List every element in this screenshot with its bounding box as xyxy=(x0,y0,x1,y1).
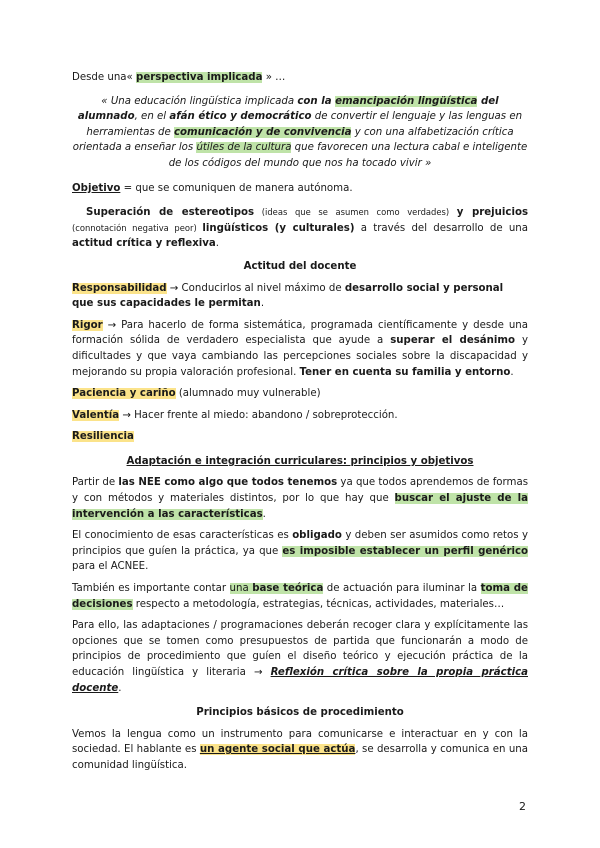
quote-paragraph: « Una educación lingüística implicada con la emancipación lingüística del alumnado, en el afán ético y democrático de convertir el lenguaje y las lenguas en herramientas de comunicación y de convivencia y con una alfabetización crítica orientada a enseñar los útiles de la cultura que favorecen una lectura cabal e inteligente de los códigos del mundo que nos ha tocado vivir » xyxy=(72,95,528,169)
superacion-paragraph: Superación de estereotipos (ideas que se asumen como verdades) y prejuicios (connotación negativa peor) lingüísticos (y culturales) a través del desarrollo de una actitud crítica y reflexiva. xyxy=(72,207,529,250)
rigor-label: Rigor xyxy=(72,319,103,331)
principios-heading: Principios básicos de procedimiento xyxy=(196,707,404,719)
responsabilidad-label: Responsabilidad xyxy=(72,282,167,294)
intro-phrase: perspectiva implicada xyxy=(136,72,263,83)
resiliencia-label: Resiliencia xyxy=(72,431,134,443)
conocimiento-paragraph: El conocimiento de esas características es obligado y deben ser asumidos como retos y principios que guíen la práctica, ya que es imposible establecer un perfil genérico para el ACNEE. xyxy=(72,530,528,573)
partir-paragraph: Partir de las NEE como algo que todos tenemos ya que todos aprendemos de formas y con métodos y materiales distintos, por lo que hay que buscar el ajuste de la intervención a las características. xyxy=(72,477,529,520)
paraello-paragraph: Para ello, las adaptaciones / programaciones deberán recoger clara y explícitamente las opciones que se tomen como presupuestos de partida que funcionarán a modo de principios de procedimiento que guíen el diseño teórico y ejecución práctica de la educación lingüística y literaria → Reflexión crítica sobre la propia práctica docente. xyxy=(72,620,528,694)
paciencia-line: Paciencia y cariño (alumnado muy vulnerable) xyxy=(72,388,321,400)
tambien-paragraph: También es importante contar una base teórica de actuación para iluminar la toma de decisiones respecto a metodología, estrategias, técnicas, actividades, materiales… xyxy=(72,583,528,610)
actitud-heading: Actitud del docente xyxy=(243,260,357,272)
valentia-label: Valentía xyxy=(72,409,120,421)
vemos-paragraph: Vemos la lengua como un instrumento para comunicarse e interactuar en y con la sociedad. El hablante es un agente social que actúa, se desarrolla y comunica en una comunidad lingüística. xyxy=(72,728,528,771)
rigor-paragraph: Rigor → Para hacerlo de forma sistemática, programada científicamente y desde una formación sólida de verdadero especialista que ayude a superar el desánimo y dificultades y que vaya cambiando las percepciones sociales sobre la discapacidad y mejorando su propia valoración profesional. Tener en cuenta su familia y entorno. xyxy=(72,319,529,378)
valentia-line: Valentía → Hacer frente al miedo: abandono / sobreprotección. xyxy=(72,409,398,421)
resiliencia-line xyxy=(72,429,528,445)
document-page xyxy=(72,70,528,774)
objetivo-line: Objetivo = que se comuniquen de manera autónoma. xyxy=(72,182,353,194)
adaptacion-heading: Adaptación e integración curriculares: principios y objetivos xyxy=(126,455,474,467)
page-number: 2 xyxy=(519,800,526,813)
intro-line: Desde una« perspectiva implicada » … xyxy=(72,72,286,83)
objetivo-label: Objetivo xyxy=(72,182,121,194)
paciencia-label: Paciencia y cariño xyxy=(72,388,176,400)
responsabilidad-paragraph: Responsabilidad → Conducirlos al nivel máximo de desarrollo social y personal que sus capacidades le permitan. xyxy=(72,282,504,310)
